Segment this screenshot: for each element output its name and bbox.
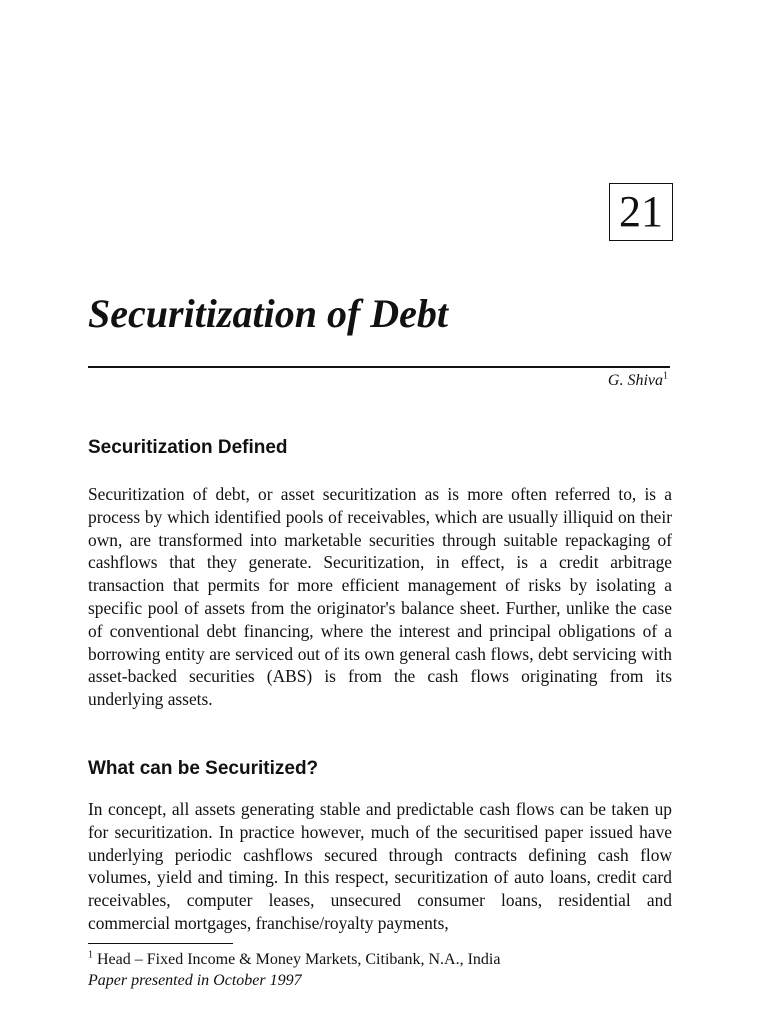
footnote-mark: 1	[88, 949, 93, 961]
author-footnote-mark: 1	[663, 370, 668, 382]
section-heading-securitization-defined: Securitization Defined	[88, 437, 288, 458]
footnote-text: Head – Fixed Income & Money Markets, Citibank, N.A., India	[97, 951, 501, 968]
title-divider	[88, 366, 670, 368]
section-paragraph-what-can-be-securitized: In concept, all assets generating stable and predictable cash flows can be taken up for securitization. In practice however, much of the securitised paper issued have underlying periodic cashflows secured through contracts defining cash flow volumes, yield and timing. In this respect, securitization of auto loans, credit card receivables, computer leases, unsecured consumer loans, residential and commercial mortgages, franchise/royalty payments,	[88, 799, 672, 933]
chapter-number-box	[609, 183, 673, 241]
section-heading-what-can-be-securitized: What can be Securitized?	[88, 758, 319, 779]
chapter-title: Securitization of Debt	[88, 291, 449, 336]
author-name: G. Shiva	[607, 372, 663, 389]
author-line	[608, 371, 668, 391]
paper-note: Paper presented in October 1997	[88, 972, 302, 989]
section-paragraph-securitization-defined: Securitization of debt, or asset securitization as is more often referred to, is a process by which identified pools of receivables, which are usually illiquid on their own, are transformed into marketable securities through suitable repackaging of cashflows that they generate. Securitization, in effect, is a credit arbitrage transaction that permits for more efficient management of risks by isolating a specific pool of assets from the originator's balance sheet. Further, unlike the case of conventional debt financing, where the interest and principal obligations of a borrowing entity are serviced out of its own general cash flows, debt servicing with asset-backed securities (ABS) is from the cash flows originating from its underlying assets.	[88, 484, 672, 710]
footnote	[88, 949, 688, 970]
chapter-number: 21	[619, 187, 663, 236]
footnote-divider	[88, 943, 233, 944]
